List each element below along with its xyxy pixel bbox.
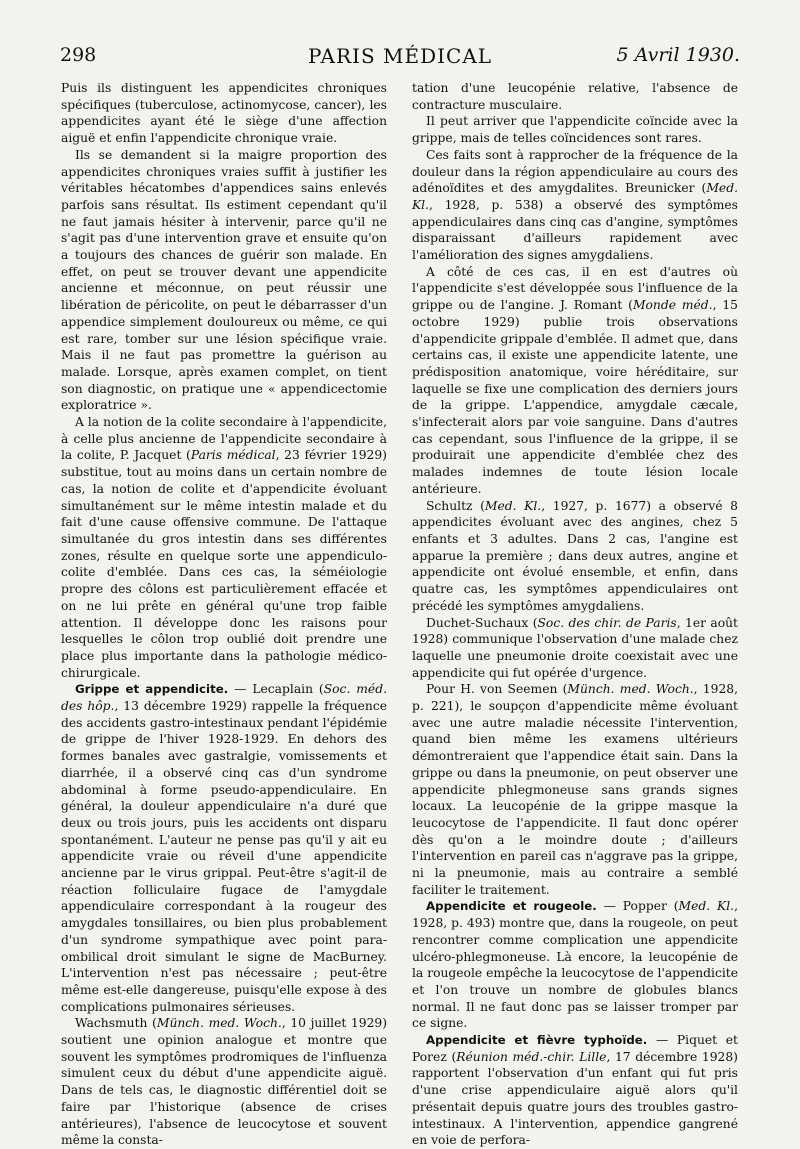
section-heading: Grippe et appendicite. [75, 682, 229, 697]
citation: Soc. des chir. de Paris [537, 615, 677, 630]
right-column [412, 80, 739, 1148]
page-number: 298 [60, 44, 97, 66]
citation: Münch. med. Woch. [156, 1016, 282, 1031]
paragraph: Pour H. von Seemen (Münch. med. Woch., 1928, p. 221), le soupçon d'appendicite même évoluant avec une autre maladie nécessite l'intervention, quand bien même les examens ultérieurs démontreraient que l'appendice était sain. Dans la grippe ou dans la pneumonie, on peut observer une appendicite phlegmoneuse sans grands signes locaux. La leucopénie de la grippe masque la leucocytose de l'appendicite. Il faut donc opérer dès qu'on a le moindre doute ; d'ailleurs l'intervention en pareil cas n'aggrave pas la grippe, ni la pneumonie, mais au contraire a semblé faciliter le traitement. [412, 682, 739, 897]
paragraph: Appendicite et fièvre typhoïde. — Piquet et Porez (Réunion méd.-chir. Lille, 17 décembre 1928) rapportent l'observation d'un enfant qui fut pris d'une crise appendiculaire aiguë alors qu'il présentait depuis quatre jours des troubles gastro-intestinaux. A l'intervention, appendice gangrené en voie de perfora- [412, 1033, 738, 1148]
citation: Med. Kl. [678, 899, 735, 914]
journal-title: PARIS MÉDICAL [307, 44, 493, 68]
citation: Münch. med. Woch. [567, 682, 694, 697]
citation: Med. Kl. [484, 498, 542, 513]
citation: Paris médical [190, 448, 276, 463]
citation: Réunion méd.-chir. Lille [456, 1049, 607, 1064]
paragraph: Ils se demandent si la maigre proportion des appendicites chroniques vraies suffit à justifier les véritables hécatombes d'appendices sains enlevés parfois sans résultat. Ils estiment cependant qu'il ne faut jamais hésiter à intervenir, parce qu'il ne s'agit pas d'une intervention grave et ensuite qu'on a toujours des chances de guérir son malade. En effet, on peut se trouver devant une appendicite ancienne et méconnue, on peut réussir une libération de péricolite, on peut le débarrasser d'un appendice simplement douloureux ou même, ce qui est rare, tomber sur une lésion spécifique vraie. Mais il ne faut pas promettre la guérison au malade. Lorsque, après examen complet, on tient son diagnostic, on pratique une « appendicectomie exploratrice ». [61, 147, 387, 413]
section-heading: Appendicite et fièvre typhoïde. [426, 1033, 648, 1048]
paragraph: Il peut arriver que l'appendicite coïncide avec la grippe, mais de telles coïncidences sont rares. [412, 114, 738, 146]
paragraph: Duchet-Suchaux (Soc. des chir. de Paris, 1er août 1928) communique l'observation d'une malade chez laquelle une pneumonie droite coexistait avec une appendicite qui fut opérée d'urgence. [412, 615, 738, 680]
paragraph: A côté de ces cas, il en est d'autres où l'appendicite s'est développée sous l'influence de la grippe ou de l'angine. J. Romant (Monde méd., 15 octobre 1929) publie trois observations d'appendicite grippale d'emblée. Il admet que, dans certains cas, il existe une appendicite latente, une prédisposition anatomique, voire héréditaire, sur laquelle se fixe une complication des derniers jours de la grippe. L'appendice, amygdale cæcale, s'infecterait alors par voie sanguine. Dans d'autres cas cependant, sous l'influence de la grippe, il se produirait une appendicite d'emblée chez des malades indemnes de toute lésion locale antérieure. [412, 264, 738, 496]
paragraph: A la notion de la colite secondaire à l'appendicite, à celle plus ancienne de l'appendicite secondaire à la colite, P. Jacquet (Paris médical, 23 février 1929) substitue, tout au moins dans un certain nombre de cas, la notion de colite et d'appendicite évoluant simultanément sur le même intestin malade et du fait d'une cause offensive commune. De l'attaque simultanée du gros intestin dans ses différentes zones, résulte en quelque sorte une appendiculo-colite d'emblée. Dans ces cas, la séméiologie propre des côlons est particulièrement effacée et on ne lui prête en général qu'une trop faible attention. Il développe donc les raisons pour lesquelles le côlon trop oublié doit prendre une place plus importante dans la pathologie médico-chirurgicale. [61, 415, 387, 680]
issue-date: 5 Avril 1930. [616, 44, 740, 66]
paragraph: Schultz (Med. Kl., 1927, p. 1677) a observé 8 appendicites évoluant avec des angines, chez 5 enfants et 3 adultes. Dans 2 cas, l'angine est apparue la première ; dans deux autres, angine et appendicite ont évolué ensemble, et enfin, dans quatre cas, les symptômes appendiculaires ont précédé les symptômes amygdaliens. [412, 498, 738, 613]
running-header [60, 44, 740, 70]
citation: Monde méd. [632, 298, 713, 313]
paragraph: Appendicite et rougeole. — Popper (Med. Kl., 1928, p. 493) montre que, dans la rougeole, on peut rencontrer comme complication une appendicite ulcéro-phlegmoneuse. Là encore, la leucopénie de la rougeole empêche la leucocytose de l'appendicite et l'on trouve un nombre de globules blancs normal. Il ne faut donc pas se laisser tromper par ce signe. [412, 899, 738, 1031]
citation: Soc. méd. des hôp. [61, 682, 387, 714]
paragraph: Ces faits sont à rapprocher de la fréquence de la douleur dans la région appendiculaire au cours des adénoïdites et des amygdalites. Breunicker (Med. Kl., 1928, p. 538) a observé des symptômes appendiculaires dans cinq cas d'angine, symptômes disparaissant d'ailleurs rapidement avec l'amélioration des signes amygdaliens. [412, 147, 738, 263]
citation: Med. Kl. [412, 181, 738, 212]
paragraph: Grippe et appendicite. — Lecaplain (Soc. méd. des hôp., 13 décembre 1929) rappelle la fréquence des accidents gastro-intestinaux pendant l'épidémie de grippe de l'hiver 1928-1929. En dehors des formes banales avec gastralgie, vomissements et diarrhée, il a observé cinq cas d'un syndrome abdominal à forme pseudo-appendiculaire. En général, la douleur appendiculaire n'a duré que deux ou trois jours, puis les accidents ont disparu spontanément. L'auteur ne pense pas qu'il y ait eu appendicite vraie ou réveil d'une appendicite ancienne par le virus grippal. Peut-être s'agit-il de réaction folliculaire fugace de l'amygdale appendiculaire correspondant à la rougeur des amygdales tonsillaires, ou bien plus probablement d'un syndrome sympathique avec point para-ombilical droit simulant le signe de MacBurney. L'intervention n'est pas nécessaire ; peut-être même est-elle dangereuse, puisqu'elle expose à des complications pulmonaires sérieuses. [61, 682, 387, 1014]
left-column [61, 80, 388, 1148]
paragraph: Puis ils distinguent les appendicites chroniques spécifiques (tuberculose, actinomycose, cancer), les appendicites ayant été le siège d'une affection aiguë et enfin l'appendicite chronique vraie. [61, 81, 387, 146]
paragraph: tation d'une leucopénie relative, l'absence de contracture musculaire. [412, 81, 738, 112]
paragraph: Wachsmuth (Münch. med. Woch., 10 juillet 1929) soutient une opinion analogue et montre que souvent les symptômes prodromiques de l'influenza simulent ceux du début d'une appendicite aiguë. Dans de tels cas, le diagnostic différentiel doit se faire par l'historique (absence de crises antérieures), l'absence de leucocytose et souvent même la consta- [61, 1016, 388, 1148]
section-heading: Appendicite et rougeole. [426, 899, 597, 914]
